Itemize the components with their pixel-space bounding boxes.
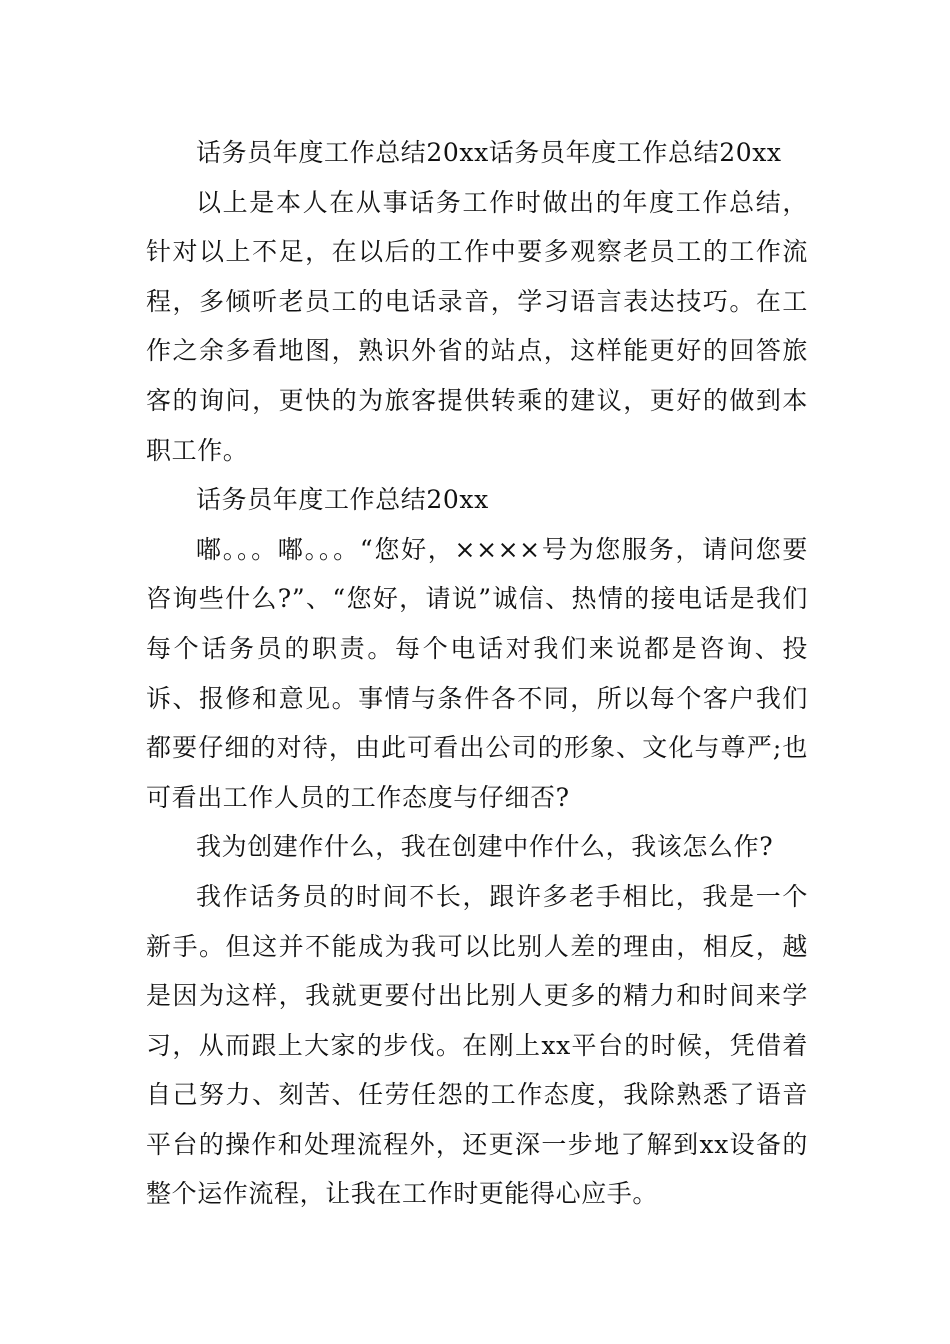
document-body — [146, 128, 808, 1219]
paragraph-newcomer: 我作话务员的时间不长，跟许多老手相比，我是一个新手。但这并不能成为我可以比别人差的理由，相反，越是因为这样，我就更要付出比别人更多的精力和时间来学习，从而跟上大家的步伐。在刚上xx平台的时候，凭借着自己努力、刻苦、任劳任怨的工作态度，我除熟悉了语音平台的操作和处理流程外，还更深一步地了解到xx设备的整个运作流程，让我在工作时更能得心应手。 — [146, 881, 808, 1209]
title-line: 话务员年度工作总结20xx话务员年度工作总结20xx — [196, 138, 782, 167]
section-heading: 话务员年度工作总结20xx — [196, 485, 489, 515]
paragraph-question: 我为创建作什么，我在创建中作什么，我该怎么作? — [196, 832, 774, 862]
paragraph-phone-service: 嘟。。。嘟。。。“您好，××××号为您服务，请问您要咨询些什么?”、“您好，请说”诚信、热情的接电话是我们每个话务员的职责。每个电话对我们来说都是咨询、投诉、报修和意见。事情与条件各不同，所以每个客户我们都要仔细的对待，由此可看出公司的形象、文化与尊严;也可看出工作人员的工作态度与仔细否? — [146, 534, 808, 812]
paragraph-summary: 以上是本人在从事话务工作时做出的年度工作总结，针对以上不足，在以后的工作中要多观察老员工的工作流程，多倾听老员工的电话录音，学习语言表达技巧。在工作之余多看地图，熟识外省的站点，这样能更好的回答旅客的询问，更快的为旅客提供转乘的建议，更好的做到本职工作。 — [146, 187, 808, 465]
